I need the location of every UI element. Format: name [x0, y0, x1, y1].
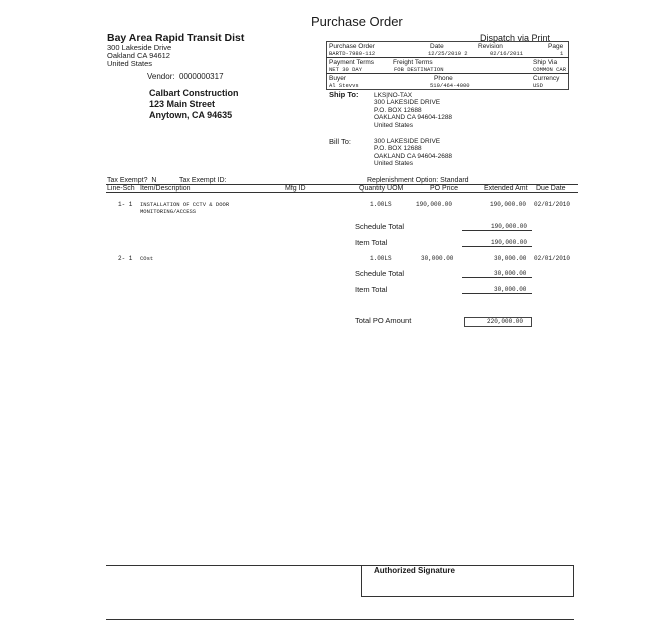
line-1-desc-2: MONITORING/ACCESS [140, 208, 197, 215]
col-po-price: PO Price [430, 185, 459, 192]
issuer-address-1: 300 Lakeside Drive [107, 43, 172, 52]
bill-to-line-1: 300 LAKESIDE DRIVE [374, 138, 441, 145]
buyer-label: Buyer [329, 75, 346, 82]
col-qty-uom: Quantity UOM [359, 185, 404, 192]
tax-exempt-id-label: Tax Exempt ID: [179, 177, 227, 184]
freight-terms: FOB DESTINATION [394, 66, 444, 73]
line-2-due: 02/01/2010 [534, 255, 571, 262]
bill-to-line-3: OAKLAND CA 94604-2688 [374, 153, 453, 160]
buyer-phone: 510/464-4000 [430, 82, 470, 89]
vendor-label: Vendor: 0000000317 [147, 72, 224, 81]
ship-to-label: Ship To: [329, 90, 359, 99]
ship-to-line-2: 300 LAKESIDE DRIVE [374, 99, 441, 106]
po-number: BARTD-7980-112 [329, 50, 376, 57]
currency-label: Currency [533, 75, 560, 82]
line-2-ext: 30,000.00 [494, 255, 527, 262]
ship-to-line-4: OAKLAND CA 94604-1288 [374, 114, 453, 121]
issuer-address-2: Oakland CA 94612 [107, 51, 170, 60]
bill-to-line-2: P.O. BOX 12688 [374, 145, 422, 152]
vendor-id: 0000000317 [179, 72, 224, 81]
line-2-number: 2- 1 [118, 255, 133, 262]
line-2-schedule-total: 30,000.00 [494, 270, 527, 277]
tax-exempt: Tax Exempt? N [107, 177, 157, 184]
line-2-qty: 1.00LS [370, 255, 392, 262]
freight-label: Freight Terms [393, 59, 433, 66]
ship-to-line-5: United States [374, 122, 414, 129]
issuer-address-3: United States [107, 59, 153, 68]
vendor-street: 123 Main Street [149, 99, 216, 109]
col-due-date: Due Date [536, 185, 566, 192]
col-mfg-id: Mfg ID [285, 185, 306, 192]
buyer-name: Al Stevvs [329, 82, 359, 89]
dispatch-method: Dispatch via Print [480, 33, 551, 43]
revision-label: Revision [478, 43, 503, 50]
ship-via: COMMON CAR [533, 66, 567, 73]
line-1-qty: 1.00LS [370, 201, 392, 208]
line-1-due: 02/01/2010 [534, 201, 571, 208]
line-2-schedule-label: Schedule Total [355, 269, 405, 278]
col-item-desc: Item/Description [140, 185, 191, 192]
document-title: Purchase Order [311, 14, 403, 29]
po-label: Purchase Order [329, 43, 375, 50]
bill-to-line-4: United States [374, 160, 414, 167]
col-line-sch: Line-Sch [107, 185, 135, 192]
po-revision: 02/16/2011 [490, 50, 524, 57]
line-2-item-total: 30,000.00 [494, 286, 527, 293]
total-po-amount: 220,000.00 [487, 318, 524, 325]
line-1-item-total: 190,000.00 [491, 239, 528, 246]
vendor-name: Calbart Construction [149, 88, 239, 98]
line-2-desc-1: COst [140, 255, 154, 262]
line-1-schedule-total: 190,000.00 [491, 223, 528, 230]
date-label: Date [430, 43, 444, 50]
po-date: 12/25/2010 2 [428, 50, 468, 57]
line-1-price: 190,000.00 [416, 201, 453, 208]
line-2-item-label: Item Total [355, 285, 388, 294]
shipvia-label: Ship Via [533, 59, 558, 66]
bill-to-label: Bill To: [329, 137, 351, 146]
ship-to-line-1: LKS|NO-TAX [374, 92, 413, 99]
phone-label: Phone [434, 75, 453, 82]
line-1-schedule-label: Schedule Total [355, 222, 405, 231]
replenishment-option: Replenishment Option: Standard [367, 177, 469, 184]
issuer-name: Bay Area Rapid Transit Dist [107, 32, 245, 44]
currency: USD [533, 82, 543, 89]
line-1-item-label: Item Total [355, 238, 388, 247]
total-po-label: Total PO Amount [355, 316, 412, 325]
line-2-price: 30,000.00 [421, 255, 454, 262]
authorized-signature-label: Authorized Signature [374, 566, 455, 575]
line-1-ext: 190,000.00 [490, 201, 527, 208]
page-label: Page [548, 43, 564, 50]
col-extended-amt: Extended Amt [484, 185, 528, 192]
vendor-city: Anytown, CA 94635 [149, 110, 233, 120]
payment-label: Payment Terms [329, 59, 375, 66]
po-page: 1 [560, 50, 564, 57]
line-1-desc-1: INSTALLATION OF CCTV & DOOR [140, 201, 230, 208]
line-1-number: 1- 1 [118, 201, 133, 208]
payment-terms: NET 30 DAY [329, 66, 363, 73]
ship-to-line-3: P.O. BOX 12688 [374, 107, 422, 114]
